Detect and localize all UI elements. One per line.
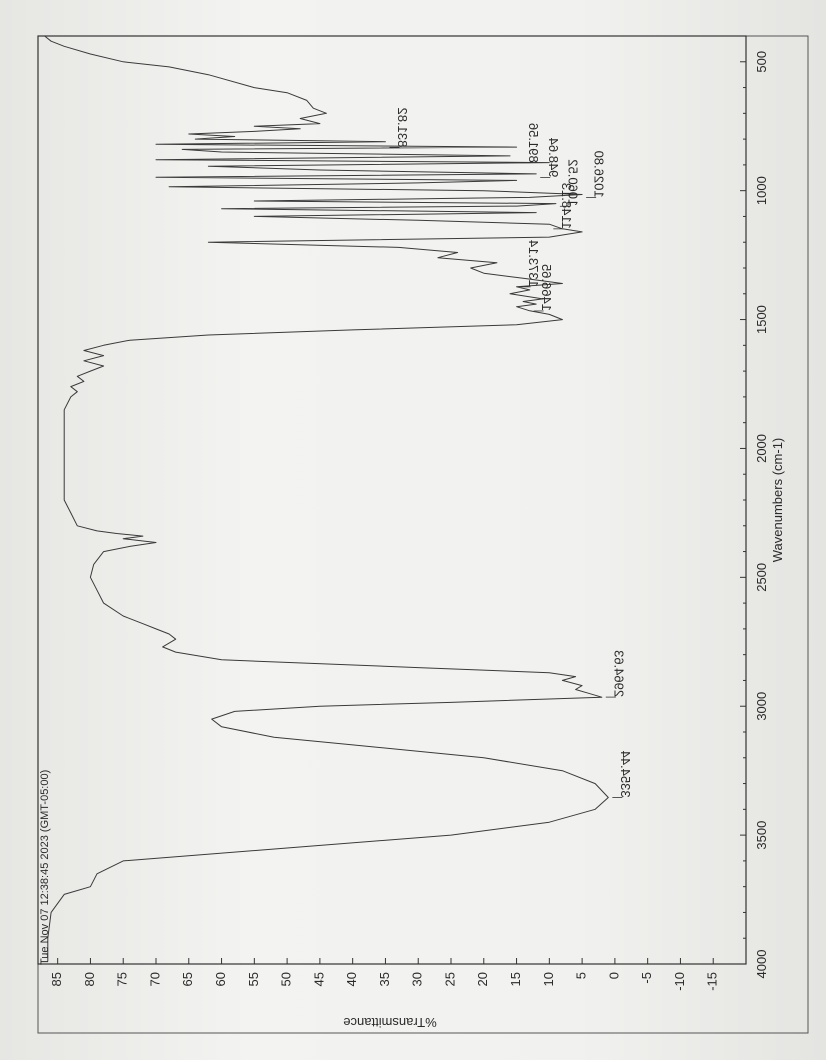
x-tick-label: 2000 <box>754 433 769 463</box>
peak-label: 1466.65 <box>539 263 555 311</box>
y-tick-label: 10 <box>540 972 556 987</box>
y-tick-label: -10 <box>671 972 687 991</box>
peak-annotation <box>540 138 561 178</box>
x-tick-label: 3000 <box>754 691 769 721</box>
y-tick-label: 40 <box>344 972 360 987</box>
peak-annotation <box>606 650 627 697</box>
peak-label: 891.56 <box>526 122 542 163</box>
x-tick-label: 1000 <box>754 176 769 206</box>
peak-annotation <box>612 751 633 798</box>
y-tick-label: 20 <box>475 972 491 987</box>
x-tick-label: 3500 <box>754 820 769 850</box>
y-tick-label: 45 <box>311 972 327 987</box>
peak-label: 831.82 <box>395 107 411 148</box>
timestamp-label: Tue Nov 07 12:38:45 2023 (GMT-05:00) <box>39 769 51 965</box>
y-tick-label: -5 <box>639 972 655 984</box>
x-tick-label: 4000 <box>754 949 769 979</box>
x-axis-label: Wavenumbers (cm-1) <box>770 437 785 563</box>
tick-labels <box>49 51 769 991</box>
x-tick-label: 2500 <box>754 562 769 592</box>
y-tick-label: -15 <box>704 972 720 991</box>
peak-annotation <box>389 108 410 148</box>
y-tick-label: 0 <box>606 972 622 980</box>
y-tick-label: 25 <box>442 972 458 987</box>
page-border <box>38 36 808 1033</box>
y-axis-label: %Transmittance <box>343 1015 437 1030</box>
y-tick-label: 70 <box>147 972 163 987</box>
peak-label: 1026.80 <box>591 150 607 198</box>
x-tick-label: 1500 <box>754 305 769 335</box>
peak-label: 1148.13 <box>558 182 574 229</box>
y-tick-label: 30 <box>409 972 425 987</box>
y-tick-label: 50 <box>278 972 294 987</box>
peak-label: 3354.44 <box>617 750 633 798</box>
peak-label: 1373.14 <box>526 239 542 287</box>
y-tick-label: 5 <box>573 972 589 980</box>
x-tick-label: 500 <box>754 50 769 73</box>
peak-label: 2964.63 <box>611 650 627 698</box>
y-tick-label: 55 <box>245 972 261 987</box>
peak-annotation <box>521 123 542 163</box>
peak-annotation <box>521 240 542 287</box>
y-tick-label: 35 <box>376 972 392 987</box>
peak-label: 948.64 <box>545 137 561 178</box>
peak-annotation <box>586 151 607 198</box>
y-tick-label: 75 <box>114 972 130 987</box>
y-tick-label: 85 <box>49 972 65 987</box>
y-tick-label: 80 <box>81 972 97 987</box>
y-tick-label: 15 <box>507 972 523 987</box>
y-tick-label: 60 <box>212 972 228 987</box>
peak-label: 1060.52 <box>565 159 581 207</box>
y-tick-label: 65 <box>180 972 196 987</box>
spectrum-line <box>45 36 609 961</box>
